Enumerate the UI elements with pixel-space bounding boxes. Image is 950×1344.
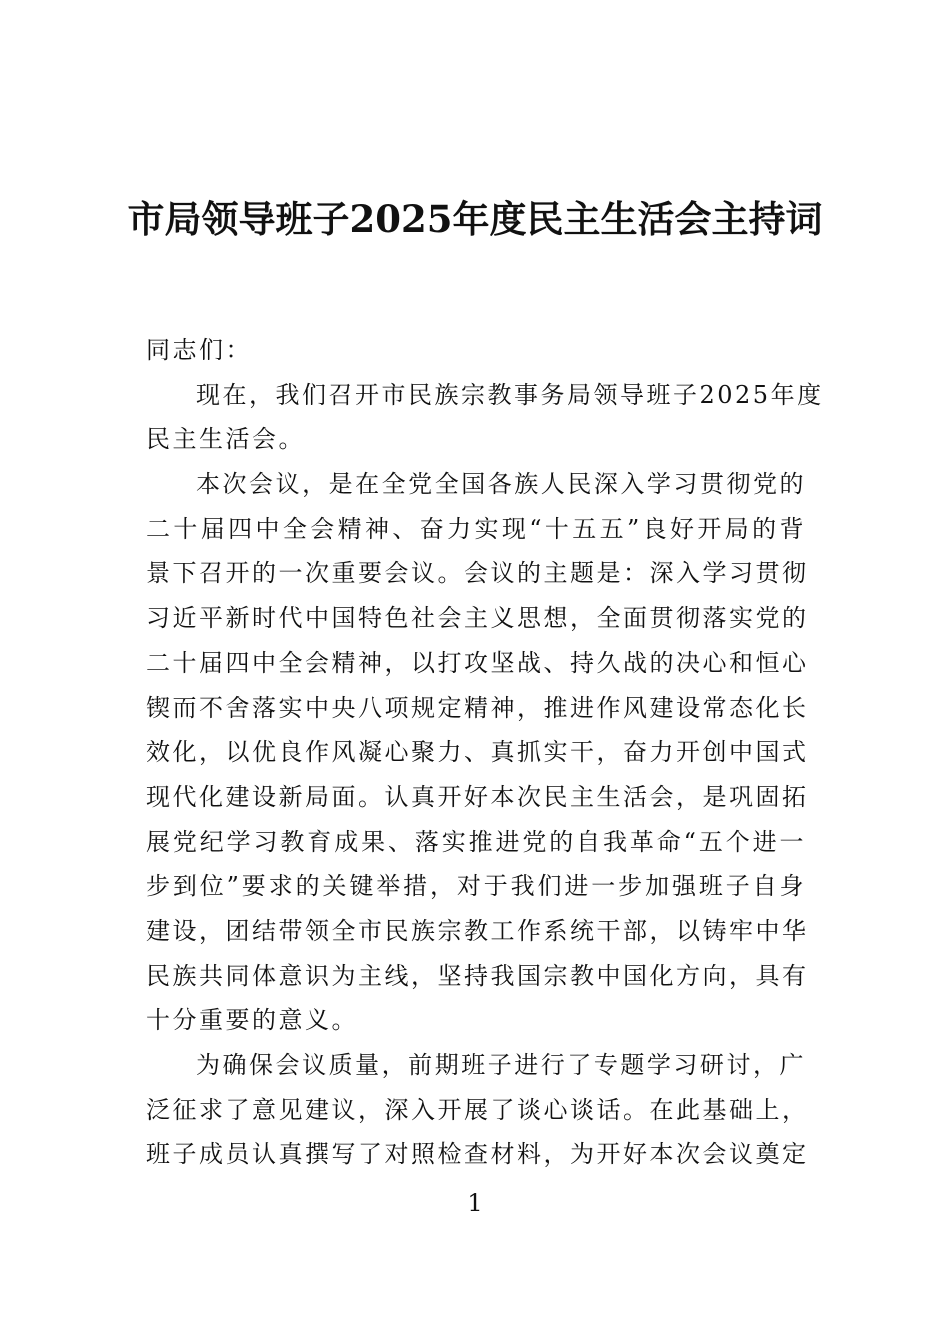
paragraph-2-line-2: 二十届四中全会精神、奋力实现“十五五”良好开局的背 <box>146 514 806 543</box>
paragraph-2-line-4: 习近平新时代中国特色社会主义思想，全面贯彻落实党的 <box>146 604 809 633</box>
paragraph-3-line-3: 班子成员认真撰写了对照检查材料，为开好本次会议奠定 <box>146 1140 809 1169</box>
page-number: 1 <box>467 1189 483 1217</box>
paragraph-1-line-1: 现在，我们召开市民族宗教事务局领导班子2025年度 <box>196 380 824 409</box>
paragraph-2-line-10: 步到位”要求的关键举措，对于我们进一步加强班子自身 <box>146 872 806 901</box>
document-body <box>146 328 824 1177</box>
paragraph-2-line-1: 本次会议，是在全党全国各族人民深入学习贯彻党的 <box>196 470 806 499</box>
paragraph-2-line-7: 效化，以优良作风凝心聚力、真抓实干，奋力开创中国式 <box>146 738 809 767</box>
salutation-line: 同志们： <box>146 336 252 364</box>
paragraph-3-line-1: 为确保会议质量，前期班子进行了专题学习研讨，广 <box>196 1051 806 1079</box>
paragraph-3-line-2: 泛征求了意见建议，深入开展了谈心谈话。在此基础上， <box>146 1095 809 1124</box>
paragraph-1-line-2: 民主生活会。 <box>146 425 305 454</box>
paragraph-2-line-12: 民族共同体意识为主线，坚持我国宗教中国化方向，具有 <box>146 961 809 990</box>
paragraph-2-line-11: 建设，团结带领全市民族宗教工作系统干部，以铸牢中华 <box>146 916 809 945</box>
paragraph-2-line-6: 锲而不舍落实中央八项规定精神，推进作风建设常态化长 <box>146 693 809 722</box>
paragraph-2-line-3: 景下召开的一次重要会议。会议的主题是：深入学习贯彻 <box>146 559 809 588</box>
paragraph-2-line-8: 现代化建设新局面。认真开好本次民主生活会，是巩固拓 <box>146 782 809 811</box>
paragraph-2-line-13: 十分重要的意义。 <box>146 1006 358 1035</box>
paragraph-2-line-5: 二十届四中全会精神，以打攻坚战、持久战的决心和恒心 <box>146 648 809 677</box>
paragraph-2-line-9: 展党纪学习教育成果、落实推进党的自我革命“五个进一 <box>146 827 806 856</box>
document-title: 市局领导班子2025年度民主生活会主持词 <box>127 197 823 241</box>
